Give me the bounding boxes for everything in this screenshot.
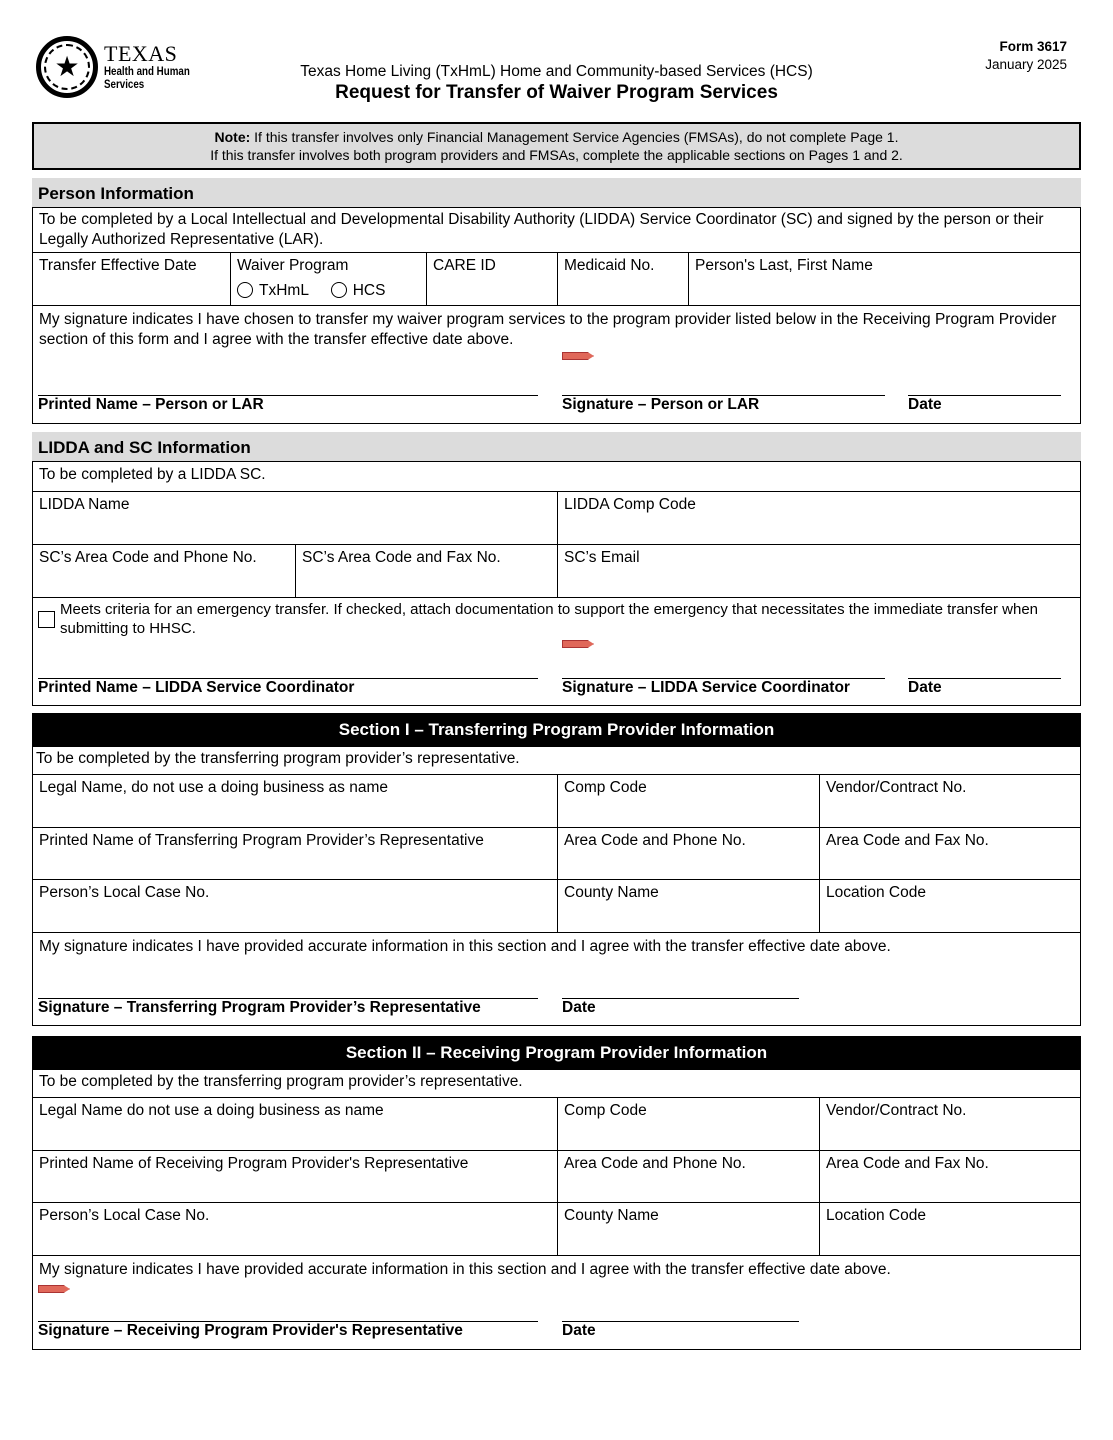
s2-date-label: Date (562, 1322, 596, 1339)
section-1-heading: Section I – Transferring Program Provider Information (32, 713, 1081, 747)
s1-vendor-contract-field[interactable]: Vendor/Contract No. (819, 775, 1080, 827)
note-line-2: If this transfer involves both program providers and FMSAs, complete the applicable sections on Pages 1 and 2. (210, 147, 903, 163)
s1-fax-field[interactable]: Area Code and Fax No. (819, 828, 1080, 879)
waiver-program-field: Waiver Program TxHmL HCS (230, 253, 426, 305)
person-name-field[interactable]: Person's Last, First Name (688, 253, 1080, 305)
transfer-effective-date-field[interactable]: Transfer Effective Date (39, 257, 197, 274)
radio-txhml[interactable]: TxHmL (237, 282, 308, 299)
sign-here-tag-icon[interactable] (562, 352, 594, 360)
note-line-1: If this transfer involves only Financial Management Service Agencies (FMSAs), do not complete Page 1. (250, 129, 899, 145)
s2-legal-name-field[interactable]: Legal Name do not use a doing business as name (39, 1102, 384, 1119)
person-info-heading: Person Information (32, 178, 1081, 207)
section-2-attestation: My signature indicates I have provided accurate information in this section and I agree with the transfer effective date above. (39, 1261, 891, 1278)
date-person-label: Date (908, 396, 942, 413)
texas-seal-icon: ★ (36, 36, 98, 98)
emergency-transfer-checkbox[interactable] (38, 611, 55, 628)
sc-fax-field[interactable]: SC’s Area Code and Fax No. (295, 545, 557, 597)
medicaid-no-field[interactable]: Medicaid No. (557, 253, 688, 305)
s2-comp-code-field[interactable]: Comp Code (557, 1098, 819, 1150)
s2-phone-field[interactable]: Area Code and Phone No. (557, 1151, 819, 1202)
note-box (32, 122, 1081, 170)
radio-hcs[interactable]: HCS (331, 282, 386, 299)
s2-rep-name-field[interactable]: Printed Name of Receiving Program Provider's Representative (39, 1155, 469, 1172)
signature-person-label: Signature – Person or LAR (562, 396, 760, 413)
section-2-receiving-provider (32, 1036, 1081, 1350)
person-information-section (32, 178, 1081, 424)
s1-location-code-field[interactable]: Location Code (819, 880, 1080, 932)
form-id-block (985, 38, 1067, 74)
sc-phone-field[interactable]: SC’s Area Code and Phone No. (39, 549, 257, 566)
form-date: January 2025 (985, 57, 1067, 72)
logo-texas: TEXAS (104, 41, 178, 66)
signature-lidda-label: Signature – LIDDA Service Coordinator (562, 679, 850, 696)
s2-date-line[interactable] (562, 1321, 799, 1322)
logo-sub-1: Health and Human (104, 66, 190, 78)
form-number: Form 3617 (999, 39, 1067, 54)
s1-rep-name-field[interactable]: Printed Name of Transferring Program Provider’s Representative (39, 832, 484, 849)
logo-sub-2: Services (104, 78, 145, 91)
lidda-sc-section (32, 432, 1081, 706)
form-subtitle: Texas Home Living (TxHmL) Home and Community-based Services (HCS) (300, 63, 813, 80)
s2-fax-field[interactable]: Area Code and Fax No. (819, 1151, 1080, 1202)
s1-county-name-field[interactable]: County Name (557, 880, 819, 932)
lidda-heading: LIDDA and SC Information (32, 432, 1081, 461)
printed-name-lidda-label: Printed Name – LIDDA Service Coordinator (38, 679, 355, 696)
sign-here-tag-icon[interactable] (562, 640, 594, 648)
section-2-heading: Section II – Receiving Program Provider Information (32, 1036, 1081, 1070)
section-1-instructions: To be completed by the transferring program provider’s representative. (36, 750, 520, 767)
lidda-comp-code-field[interactable]: LIDDA Comp Code (557, 492, 1080, 544)
sc-email-field[interactable]: SC’s Email (557, 545, 1080, 597)
lidda-name-field[interactable]: LIDDA Name (39, 496, 130, 513)
s1-phone-field[interactable]: Area Code and Phone No. (557, 828, 819, 879)
s1-date-label: Date (562, 999, 596, 1016)
form-title: Request for Transfer of Waiver Program Services (335, 82, 778, 103)
s2-local-case-no-field[interactable]: Person’s Local Case No. (39, 1207, 210, 1224)
s1-local-case-no-field[interactable]: Person’s Local Case No. (39, 884, 210, 901)
person-info-instructions: To be completed by a Local Intellectual and Developmental Disability Authority (LIDDA) Service Coordinator (SC) and signed by the person or their Legally Authorized Representative (LAR). (39, 211, 1044, 248)
s2-signature-label: Signature – Receiving Program Provider's Representative (38, 1322, 463, 1339)
printed-name-person-label: Printed Name – Person or LAR (38, 396, 264, 413)
emergency-transfer-label: Meets criteria for an emergency transfer. If checked, attach documentation to support the emergency that necessitates the immediate transfer when submitting to HHSC. (60, 601, 1039, 637)
care-id-field[interactable]: CARE ID (426, 253, 557, 305)
date-lidda-label: Date (908, 679, 942, 696)
s2-county-name-field[interactable]: County Name (557, 1203, 819, 1255)
s1-comp-code-field[interactable]: Comp Code (557, 775, 819, 827)
s1-date-line[interactable] (562, 998, 799, 999)
lidda-instructions: To be completed by a LIDDA SC. (39, 466, 266, 483)
section-1-transferring-provider (32, 713, 1081, 1026)
section-1-attestation: My signature indicates I have provided accurate information in this section and I agree with the transfer effective date above. (39, 938, 891, 955)
radio-circle-icon[interactable] (331, 282, 347, 298)
s2-location-code-field[interactable]: Location Code (819, 1203, 1080, 1255)
person-attestation: My signature indicates I have chosen to transfer my waiver program services to the program provider listed below in the Receiving Program Provider section of this form and I agree with the transfer effective date above. (39, 311, 1057, 348)
s2-vendor-contract-field[interactable]: Vendor/Contract No. (819, 1098, 1080, 1150)
s1-signature-label: Signature – Transferring Program Provider’s Representative (38, 999, 481, 1016)
s1-legal-name-field[interactable]: Legal Name, do not use a doing business as name (39, 779, 388, 796)
note-label: Note: (214, 129, 251, 145)
sign-here-tag-icon[interactable] (38, 1285, 70, 1293)
radio-circle-icon[interactable] (237, 282, 253, 298)
section-2-instructions: To be completed by the transferring program provider’s representative. (39, 1073, 523, 1090)
